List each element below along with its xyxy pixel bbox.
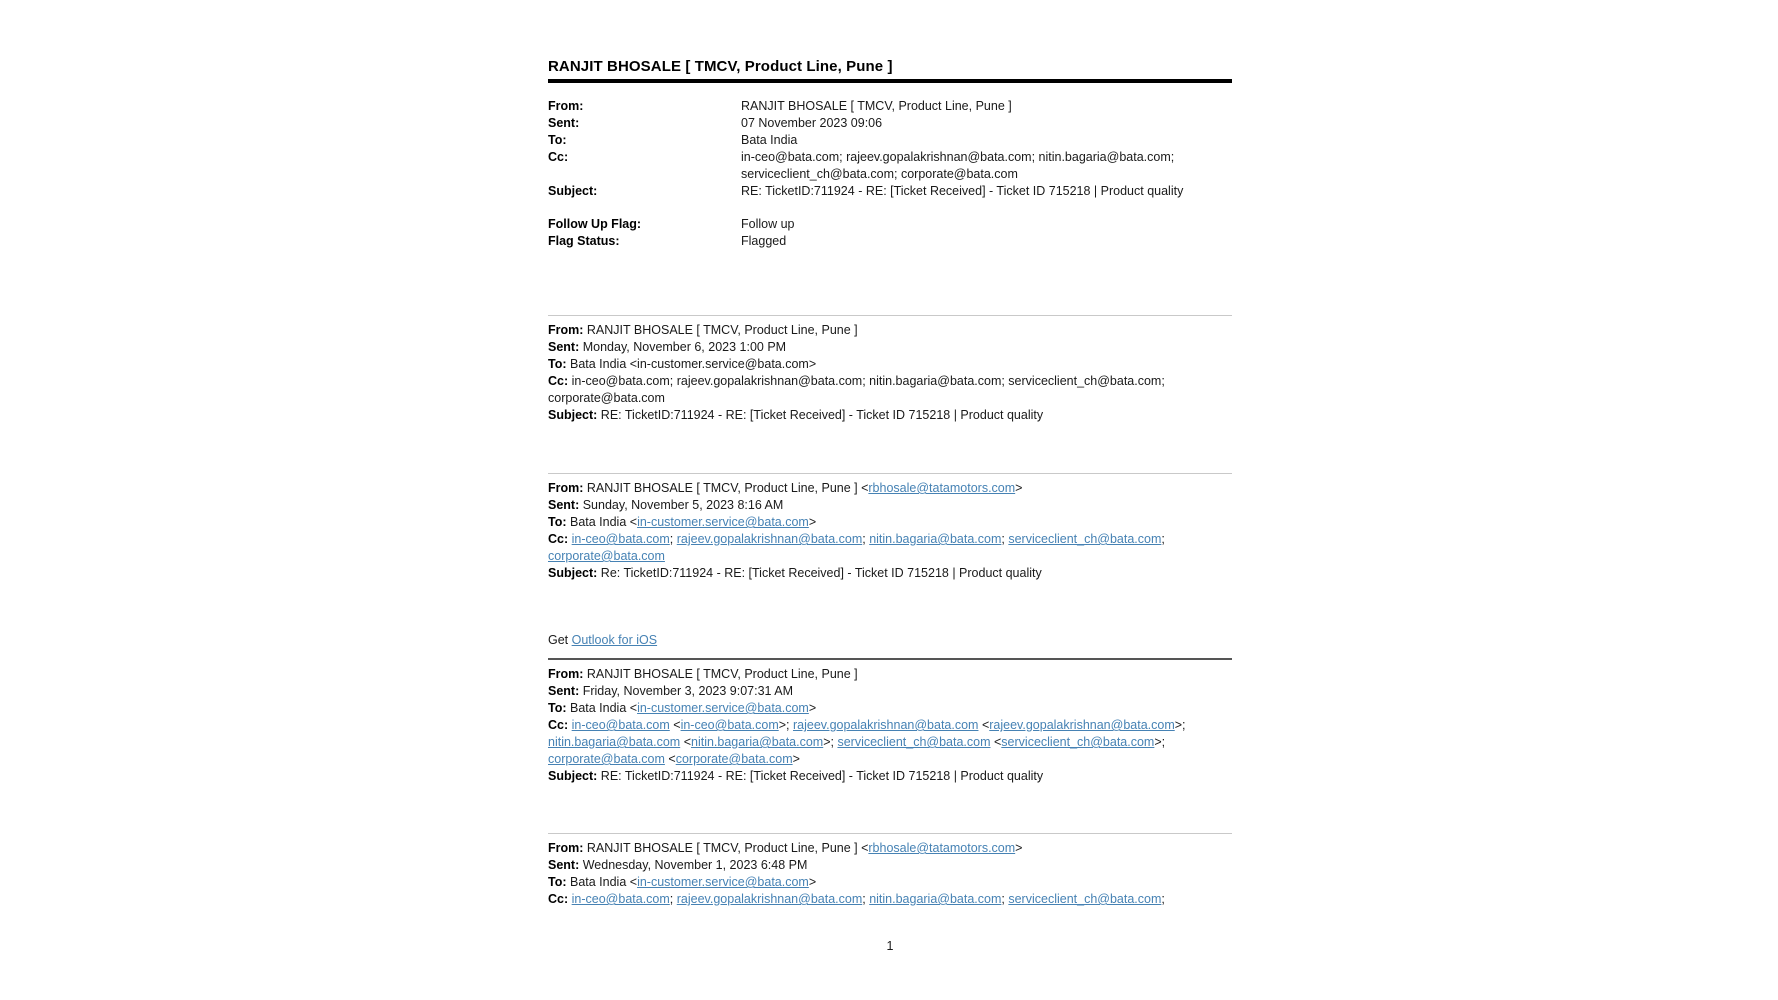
text-segment: ; bbox=[862, 532, 870, 546]
field-value-line: serviceclient_ch@bata.com; corporate@bata.com bbox=[741, 167, 1018, 181]
field-label: Cc: bbox=[548, 374, 569, 388]
email-link[interactable]: rajeev.gopalakrishnan@bata.com bbox=[989, 718, 1175, 732]
email-link[interactable]: corporate@bata.com bbox=[675, 752, 793, 766]
email-link[interactable]: in-customer.service@bata.com bbox=[637, 875, 809, 889]
quoted-email-2 bbox=[548, 473, 1232, 582]
header-field-row bbox=[548, 183, 1232, 200]
field-value-line: Bata India bbox=[741, 133, 798, 147]
email-link[interactable]: rajeev.gopalakrishnan@bata.com bbox=[676, 892, 863, 906]
section-divider bbox=[548, 315, 1232, 316]
outlook-ios-link[interactable]: Outlook for iOS bbox=[571, 633, 658, 647]
field-value-line: Follow up bbox=[741, 217, 795, 231]
email-meta-line bbox=[548, 632, 1232, 649]
text-segment: < bbox=[664, 752, 676, 766]
text-segment: Sunday, November 5, 2023 8:16 AM bbox=[579, 498, 784, 512]
email-link[interactable]: in-ceo@bata.com bbox=[571, 892, 670, 906]
email-link[interactable]: in-ceo@bata.com bbox=[680, 718, 779, 732]
email-link[interactable]: nitin.bagaria@bata.com bbox=[869, 532, 1002, 546]
email-link[interactable]: in-customer.service@bata.com bbox=[637, 701, 809, 715]
page-number: 1 bbox=[886, 939, 894, 953]
email-link[interactable]: rajeev.gopalakrishnan@bata.com bbox=[676, 532, 863, 546]
email-meta-line bbox=[548, 531, 1232, 548]
field-label: Sent: bbox=[548, 340, 580, 354]
outlook-promo bbox=[548, 632, 1232, 649]
email-link[interactable]: corporate@bata.com bbox=[548, 752, 665, 766]
email-meta-line bbox=[548, 390, 1232, 407]
field-label: Subject: bbox=[548, 184, 598, 198]
field-label: From: bbox=[548, 667, 584, 681]
text-segment: Monday, November 6, 2023 1:00 PM bbox=[579, 340, 787, 354]
document-title: RANJIT BHOSALE [ TMCV, Product Line, Pune ] bbox=[548, 58, 893, 75]
email-meta-line bbox=[548, 565, 1232, 582]
field-label: Sent: bbox=[548, 684, 580, 698]
email-link[interactable]: nitin.bagaria@bata.com bbox=[869, 892, 1002, 906]
email-meta-line bbox=[548, 751, 1232, 768]
email-meta-line bbox=[548, 548, 1232, 565]
field-value-line: Flagged bbox=[741, 234, 787, 248]
field-value-line: RANJIT BHOSALE [ TMCV, Product Line, Pune ] bbox=[741, 99, 1012, 113]
email-link[interactable]: rbhosale@tatamotors.com bbox=[868, 841, 1016, 855]
text-segment: < bbox=[990, 735, 1002, 749]
text-segment: ; bbox=[669, 532, 677, 546]
text-segment: Get bbox=[548, 633, 572, 647]
header-field-row bbox=[548, 233, 1232, 250]
text-segment: > bbox=[808, 875, 817, 889]
email-meta-line bbox=[548, 874, 1232, 891]
quoted-email-4 bbox=[548, 833, 1232, 908]
email-meta-line bbox=[548, 734, 1232, 751]
email-meta-line bbox=[548, 373, 1232, 390]
email-link[interactable]: serviceclient_ch@bata.com bbox=[1001, 735, 1155, 749]
field-label: To: bbox=[548, 515, 567, 529]
field-label: Follow Up Flag: bbox=[548, 217, 642, 231]
title-rule bbox=[548, 79, 1232, 83]
field-label: Flag Status: bbox=[548, 234, 620, 248]
email-meta-line bbox=[548, 857, 1232, 874]
section-divider bbox=[548, 833, 1232, 834]
text-segment: Friday, November 3, 2023 9:07:31 AM bbox=[579, 684, 794, 698]
quoted-email-3 bbox=[548, 658, 1232, 785]
field-value bbox=[741, 149, 1232, 183]
text-segment: > bbox=[792, 752, 800, 766]
email-link[interactable]: serviceclient_ch@bata.com bbox=[837, 735, 991, 749]
email-meta-line bbox=[548, 768, 1232, 785]
field-value bbox=[741, 98, 1232, 115]
email-meta-line bbox=[548, 666, 1232, 683]
email-meta-line bbox=[548, 497, 1232, 514]
field-label: Cc: bbox=[548, 718, 569, 732]
field-label: Sent: bbox=[548, 498, 580, 512]
text-segment: ; bbox=[1161, 892, 1165, 906]
text-segment: < bbox=[680, 735, 691, 749]
text-segment: RANJIT BHOSALE [ TMCV, Product Line, Pune ] bbox=[583, 667, 858, 681]
field-value bbox=[741, 216, 1232, 233]
email-meta-line bbox=[548, 683, 1232, 700]
email-link[interactable]: corporate@bata.com bbox=[548, 549, 665, 563]
email-meta-line bbox=[548, 514, 1232, 531]
text-segment: ; bbox=[669, 892, 677, 906]
field-label: Cc: bbox=[548, 532, 569, 546]
field-label: From: bbox=[548, 841, 584, 855]
text-segment: RE: TicketID:711924 - RE: [Ticket Received] - Ticket ID 715218 | Product quality bbox=[597, 408, 1044, 422]
email-link[interactable]: in-ceo@bata.com bbox=[571, 532, 670, 546]
header-field-row bbox=[548, 132, 1232, 149]
field-label: To: bbox=[548, 875, 567, 889]
text-segment: corporate@bata.com bbox=[548, 391, 665, 405]
header-field-row bbox=[548, 149, 1232, 183]
text-segment: RANJIT BHOSALE [ TMCV, Product Line, Pune ] < bbox=[583, 481, 869, 495]
text-segment: Re: TicketID:711924 - RE: [Ticket Received] - Ticket ID 715218 | Product quality bbox=[597, 566, 1042, 580]
field-value bbox=[741, 183, 1232, 200]
text-segment: ; bbox=[1161, 532, 1165, 546]
email-link[interactable]: nitin.bagaria@bata.com bbox=[691, 735, 824, 749]
field-label: Cc: bbox=[548, 150, 569, 164]
text-segment: in-ceo@bata.com; rajeev.gopalakrishnan@bata.com; nitin.bagaria@bata.com; serviceclient_ch@bata.com; bbox=[568, 374, 1165, 388]
text-segment: Bata India <in-customer.service@bata.com> bbox=[566, 357, 817, 371]
document-content bbox=[548, 57, 1232, 955]
field-label: From: bbox=[548, 99, 584, 113]
text-segment: ; bbox=[1001, 892, 1009, 906]
quoted-email-1 bbox=[548, 315, 1232, 424]
field-value bbox=[741, 115, 1232, 132]
email-link[interactable]: serviceclient_ch@bata.com bbox=[1008, 532, 1162, 546]
field-value-line: RE: TicketID:711924 - RE: [Ticket Received] - Ticket ID 715218 | Product quality bbox=[741, 184, 1184, 198]
text-segment: Bata India < bbox=[566, 875, 638, 889]
text-segment: RE: TicketID:711924 - RE: [Ticket Received] - Ticket ID 715218 | Product quality bbox=[597, 769, 1044, 783]
field-label: Cc: bbox=[548, 892, 569, 906]
field-label: To: bbox=[548, 357, 567, 371]
section-divider bbox=[548, 473, 1232, 474]
header-fields bbox=[548, 98, 1232, 250]
field-value bbox=[741, 233, 1232, 250]
email-link[interactable]: nitin.bagaria@bata.com bbox=[548, 735, 681, 749]
text-segment: >; bbox=[778, 718, 793, 732]
email-link[interactable]: in-ceo@bata.com bbox=[571, 718, 670, 732]
text-segment: > bbox=[808, 701, 817, 715]
field-label: To: bbox=[548, 701, 567, 715]
field-label: From: bbox=[548, 481, 584, 495]
email-link[interactable]: serviceclient_ch@bata.com bbox=[1008, 892, 1162, 906]
email-meta-line bbox=[548, 840, 1232, 857]
text-segment: Wednesday, November 1, 2023 6:48 PM bbox=[579, 858, 808, 872]
email-link[interactable]: rbhosale@tatamotors.com bbox=[868, 481, 1016, 495]
text-segment: < bbox=[669, 718, 681, 732]
text-segment: > bbox=[1015, 841, 1023, 855]
field-value-line: in-ceo@bata.com; rajeev.gopalakrishnan@bata.com; nitin.bagaria@bata.com; bbox=[741, 150, 1175, 164]
email-link[interactable]: in-customer.service@bata.com bbox=[637, 515, 809, 529]
email-meta-line bbox=[548, 356, 1232, 373]
field-label: Sent: bbox=[548, 858, 580, 872]
text-segment: RANJIT BHOSALE [ TMCV, Product Line, Pune ] < bbox=[583, 841, 869, 855]
text-segment: >; bbox=[823, 735, 838, 749]
email-meta-line bbox=[548, 891, 1232, 908]
email-meta-line bbox=[548, 339, 1232, 356]
text-segment: ; bbox=[1001, 532, 1009, 546]
email-meta-line bbox=[548, 322, 1232, 339]
field-value-line: 07 November 2023 09:06 bbox=[741, 116, 883, 130]
text-segment: RANJIT BHOSALE [ TMCV, Product Line, Pune ] bbox=[583, 323, 858, 337]
section-divider bbox=[548, 658, 1232, 660]
field-label: Subject: bbox=[548, 769, 598, 783]
text-segment: < bbox=[978, 718, 990, 732]
email-link[interactable]: rajeev.gopalakrishnan@bata.com bbox=[792, 718, 979, 732]
field-label: From: bbox=[548, 323, 584, 337]
header-field-row bbox=[548, 216, 1232, 233]
text-segment: >; bbox=[1154, 735, 1166, 749]
text-segment: > bbox=[1015, 481, 1023, 495]
field-label: Sent: bbox=[548, 116, 580, 130]
field-label: Subject: bbox=[548, 408, 598, 422]
text-segment: > bbox=[808, 515, 817, 529]
email-meta-line bbox=[548, 700, 1232, 717]
header-field-row bbox=[548, 115, 1232, 132]
email-meta-line bbox=[548, 717, 1232, 734]
field-label: Subject: bbox=[548, 566, 598, 580]
field-label: To: bbox=[548, 133, 567, 147]
text-segment: Bata India < bbox=[566, 701, 638, 715]
header-field-row bbox=[548, 98, 1232, 115]
email-meta-line bbox=[548, 407, 1232, 424]
email-meta-line bbox=[548, 480, 1232, 497]
quoted-email-sections bbox=[548, 315, 1232, 908]
text-segment: ; bbox=[862, 892, 870, 906]
text-segment: >; bbox=[1174, 718, 1186, 732]
text-segment: Bata India < bbox=[566, 515, 638, 529]
field-value bbox=[741, 132, 1232, 149]
